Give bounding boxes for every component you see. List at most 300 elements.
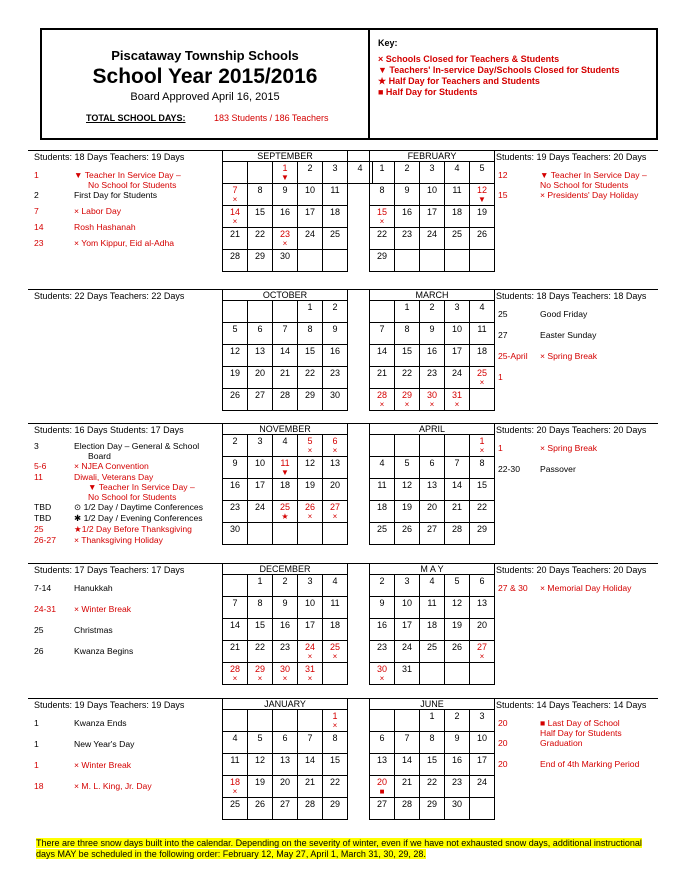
header-box <box>40 28 658 140</box>
day-number: 25 <box>426 642 437 652</box>
day-number: 4 <box>454 163 460 173</box>
day-number: 7 <box>232 598 238 608</box>
day-number: 26 <box>254 799 265 809</box>
event-description: × Winter Break <box>74 604 132 614</box>
calendar-day <box>470 301 495 323</box>
calendar-day <box>223 457 248 479</box>
day-number: 6 <box>429 458 435 468</box>
event-description: × Memorial Day Holiday <box>540 583 632 593</box>
day-number: 16 <box>229 480 240 490</box>
calendar-day <box>323 798 348 820</box>
calendar-day <box>470 457 495 479</box>
day-number: 10 <box>476 733 487 743</box>
calendar-day <box>323 345 348 367</box>
calendar-day <box>370 732 395 754</box>
day-number: 25 <box>376 524 387 534</box>
calendar-day <box>323 435 348 457</box>
event-description: × NJEA Convention <box>74 461 149 471</box>
district-name: Piscataway Township Schools <box>111 48 299 63</box>
calendar-day <box>223 575 248 597</box>
day-number: 4 <box>479 302 485 312</box>
calendar-day <box>420 663 445 685</box>
day-number: 28 <box>451 524 462 534</box>
day-number: 2 <box>379 576 385 586</box>
calendar-day <box>370 389 395 411</box>
day-number: 29 <box>376 251 387 261</box>
calendar-day <box>323 228 348 250</box>
calendar-day <box>323 710 348 732</box>
day-number: 14 <box>304 755 315 765</box>
day-number: 13 <box>254 346 265 356</box>
day-number: 17 <box>401 620 412 630</box>
day-number: 16 <box>426 346 437 356</box>
calendar-day <box>420 619 445 641</box>
day-number: 23 <box>229 502 240 512</box>
day-number: 22 <box>329 777 340 787</box>
day-number: 28 <box>229 664 240 674</box>
calendar-day <box>323 250 348 272</box>
day-number: 3 <box>479 711 485 721</box>
day-number: 9 <box>379 598 385 608</box>
calendar-day <box>223 228 248 250</box>
day-number: 8 <box>479 458 485 468</box>
day-number: 14 <box>279 346 290 356</box>
day-marker-icon: × <box>307 446 313 455</box>
calendar-day <box>248 367 273 389</box>
day-number: 13 <box>279 755 290 765</box>
key-item-half-day-students: ■ Half Day for Students <box>378 87 478 97</box>
calendar-day <box>395 162 420 184</box>
day-number: 29 <box>401 390 412 400</box>
day-marker-icon: ■ <box>379 787 385 796</box>
day-number: 20 <box>279 777 290 787</box>
event-description: Election Day – General & School <box>74 441 200 451</box>
event-description: No School for Students <box>88 492 177 502</box>
day-number: 23 <box>279 642 290 652</box>
day-number: 5 <box>404 458 410 468</box>
calendar-day <box>445 206 470 228</box>
day-number: 11 <box>452 185 462 195</box>
calendar-day <box>223 501 248 523</box>
calendar-day <box>298 367 323 389</box>
calendar-day <box>323 641 348 663</box>
event-description: No School for Students <box>88 180 177 190</box>
day-marker-icon: ★ <box>281 512 289 521</box>
calendar-day <box>420 301 445 323</box>
calendar-day <box>445 301 470 323</box>
calendar-day <box>370 184 395 206</box>
calendar-day <box>323 776 348 798</box>
day-number: 1 <box>332 711 338 721</box>
calendar-day <box>273 250 298 272</box>
calendar-day <box>395 501 420 523</box>
approval-date: Board Approved April 16, 2015 <box>130 91 280 103</box>
calendar-day <box>223 367 248 389</box>
day-number: 30 <box>279 664 290 674</box>
total-days-label: TOTAL SCHOOL DAYS: <box>86 113 186 123</box>
calendar-day <box>298 457 323 479</box>
event-date: 26 <box>34 646 44 656</box>
calendar-day <box>273 754 298 776</box>
calendar-day <box>298 323 323 345</box>
day-number: 2 <box>282 576 288 586</box>
month-row <box>28 423 658 563</box>
left-day-count: Students: 17 Days Teachers: 17 Days <box>34 565 185 575</box>
day-number: 25 <box>329 642 340 652</box>
day-number: 26 <box>304 502 315 512</box>
event-description: Passover <box>540 464 576 474</box>
day-number: 15 <box>254 207 265 217</box>
event-date: 27 & 30 <box>498 583 528 593</box>
calendar-day <box>470 523 495 545</box>
day-marker-icon: × <box>332 512 338 521</box>
event-date: 2 <box>34 190 39 200</box>
calendar-day <box>273 345 298 367</box>
day-marker-icon: × <box>479 378 485 387</box>
day-number: 23 <box>426 368 437 378</box>
day-number: 25 <box>476 368 487 378</box>
month-name: OCTOBER <box>223 290 348 301</box>
calendar-day <box>395 250 420 272</box>
day-number: 24 <box>304 229 315 239</box>
day-number: 1 <box>379 163 385 173</box>
day-number: 16 <box>329 346 340 356</box>
day-number: 5 <box>454 576 460 586</box>
calendar-day <box>273 228 298 250</box>
total-days-value: 183 Students / 186 Teachers <box>214 113 329 123</box>
day-marker-icon: ▼ <box>281 173 289 182</box>
day-number: 26 <box>451 642 462 652</box>
month-calendar <box>222 289 348 411</box>
calendar-day <box>445 776 470 798</box>
calendar-day <box>323 457 348 479</box>
day-number: 3 <box>332 163 338 173</box>
calendar-day <box>273 435 298 457</box>
day-number: 8 <box>257 598 263 608</box>
calendar-day <box>445 479 470 501</box>
day-number: 7 <box>307 733 313 743</box>
calendar-day <box>223 597 248 619</box>
day-marker-icon: × <box>232 787 238 796</box>
calendar-day <box>273 206 298 228</box>
day-number: 28 <box>376 390 387 400</box>
key-label: Key: <box>378 38 398 48</box>
calendar-day <box>420 435 445 457</box>
calendar-day <box>223 710 248 732</box>
calendar-day <box>470 798 495 820</box>
month-row <box>28 150 658 289</box>
calendar-day <box>420 345 445 367</box>
day-number: 25 <box>279 502 290 512</box>
day-number: 27 <box>426 524 437 534</box>
day-number: 28 <box>279 390 290 400</box>
left-day-count: Students: 16 Days Students: 17 Days <box>34 425 184 435</box>
event-description: Board <box>88 451 111 461</box>
event-date: 7-14 <box>34 583 52 593</box>
calendar-day <box>273 323 298 345</box>
month-calendar <box>369 423 495 545</box>
calendar-day <box>470 206 495 228</box>
day-number: 23 <box>376 642 387 652</box>
month-name: FEBRUARY <box>370 151 495 162</box>
right-day-count: Students: 14 Days Teachers: 14 Days <box>496 700 647 710</box>
day-number: 23 <box>451 777 462 787</box>
day-number: 6 <box>379 733 385 743</box>
event-description: Diwali, Veterans Day <box>74 472 154 482</box>
calendar-day <box>298 597 323 619</box>
calendar-day <box>420 323 445 345</box>
day-number: 11 <box>330 598 340 608</box>
day-number: 3 <box>429 163 435 173</box>
calendar-day <box>395 457 420 479</box>
calendar-day <box>223 345 248 367</box>
day-number: 7 <box>379 324 385 334</box>
day-marker-icon: × <box>404 400 410 409</box>
day-number: 5 <box>232 324 238 334</box>
calendar-day <box>298 732 323 754</box>
page-title: School Year 2015/2016 <box>92 65 318 88</box>
day-number: 9 <box>332 324 338 334</box>
calendar-day <box>445 162 470 184</box>
day-number: 29 <box>329 799 340 809</box>
day-number: 27 <box>376 799 387 809</box>
calendar-day <box>395 776 420 798</box>
calendar-day <box>273 641 298 663</box>
day-marker-icon: × <box>332 721 338 730</box>
month-name: JANUARY <box>223 699 348 710</box>
day-number: 9 <box>282 185 288 195</box>
day-number: 24 <box>304 642 315 652</box>
calendar-day <box>323 323 348 345</box>
day-marker-icon: × <box>257 674 263 683</box>
calendar-day <box>395 619 420 641</box>
event-date: 18 <box>34 781 44 791</box>
calendar-day <box>223 732 248 754</box>
calendar-day <box>298 301 323 323</box>
day-number: 8 <box>429 733 435 743</box>
calendar-day <box>445 435 470 457</box>
day-number: 15 <box>304 346 315 356</box>
calendar-day <box>370 523 395 545</box>
calendar-day <box>470 367 495 389</box>
day-number: 1 <box>282 163 288 173</box>
event-description: × Spring Break <box>540 443 598 453</box>
month-calendar <box>369 698 495 820</box>
calendar-day <box>370 501 395 523</box>
calendar-day <box>420 798 445 820</box>
event-date: 1 <box>34 739 39 749</box>
day-number: 20 <box>329 480 340 490</box>
calendar-day <box>445 184 470 206</box>
calendar-day <box>445 710 470 732</box>
calendar-day <box>248 501 273 523</box>
event-date: 20 <box>498 738 508 748</box>
calendar-day <box>273 710 298 732</box>
month-name: APRIL <box>370 424 495 435</box>
calendar-day <box>445 619 470 641</box>
calendar-day <box>223 206 248 228</box>
calendar-day <box>420 710 445 732</box>
calendar-day <box>395 228 420 250</box>
day-number: 19 <box>476 207 487 217</box>
calendar-day <box>248 523 273 545</box>
calendar-day <box>420 732 445 754</box>
calendar-day <box>223 389 248 411</box>
day-number: 19 <box>304 480 315 490</box>
calendar-day <box>273 367 298 389</box>
day-number: 18 <box>329 207 340 217</box>
calendar-day <box>323 184 348 206</box>
calendar-day <box>445 345 470 367</box>
calendar-day <box>248 575 273 597</box>
calendar-day <box>420 206 445 228</box>
event-description: Christmas <box>74 625 113 635</box>
day-number: 20 <box>476 620 487 630</box>
calendar-day <box>223 619 248 641</box>
day-number: 3 <box>404 576 410 586</box>
calendar-day <box>323 389 348 411</box>
day-number: 21 <box>229 642 240 652</box>
calendar-day <box>395 641 420 663</box>
calendar-day <box>298 435 323 457</box>
day-number: 8 <box>257 185 263 195</box>
left-day-count: Students: 18 Days Teachers: 19 Days <box>34 152 185 162</box>
calendar-day <box>370 575 395 597</box>
day-number: 25 <box>329 229 340 239</box>
day-number: 14 <box>451 480 462 490</box>
calendar-day <box>323 501 348 523</box>
day-number: 17 <box>304 620 315 630</box>
calendar-day <box>248 228 273 250</box>
day-number: 4 <box>379 458 385 468</box>
day-number: 29 <box>254 664 265 674</box>
calendar-day <box>298 345 323 367</box>
month-calendar <box>222 563 348 685</box>
day-number: 26 <box>229 390 240 400</box>
calendar-day <box>248 597 273 619</box>
day-number: 18 <box>451 207 462 217</box>
calendar-day <box>273 597 298 619</box>
calendar-day <box>420 776 445 798</box>
event-description: × Labor Day <box>74 206 122 216</box>
event-date: 20 <box>498 759 508 769</box>
day-number: 25 <box>229 799 240 809</box>
calendar-day <box>248 479 273 501</box>
day-number: 19 <box>451 620 462 630</box>
day-number: 4 <box>332 576 338 586</box>
day-number: 16 <box>279 207 290 217</box>
day-number: 28 <box>304 799 315 809</box>
calendar-day <box>323 523 348 545</box>
day-number: 28 <box>229 251 240 261</box>
legend-key <box>378 38 619 98</box>
calendar-day <box>470 345 495 367</box>
day-number: 15 <box>329 755 340 765</box>
calendar-day <box>323 367 348 389</box>
event-description: Good Friday <box>540 309 588 319</box>
day-number: 14 <box>401 755 412 765</box>
calendar-day <box>420 389 445 411</box>
calendar-day <box>445 250 470 272</box>
event-description: ■ Last Day of School <box>540 718 620 728</box>
calendar-day <box>223 323 248 345</box>
event-date: 1 <box>34 760 39 770</box>
calendar-day <box>223 250 248 272</box>
day-number: 15 <box>401 346 412 356</box>
calendar-day <box>323 732 348 754</box>
month-calendar <box>222 423 348 545</box>
calendar-day <box>273 501 298 523</box>
calendar-day <box>273 162 298 184</box>
calendar-day <box>470 619 495 641</box>
calendar-day <box>420 228 445 250</box>
day-number: 28 <box>401 799 412 809</box>
day-number: 15 <box>476 480 487 490</box>
event-date: 1 <box>498 443 503 453</box>
calendar-day <box>470 184 495 206</box>
day-number: 27 <box>279 799 290 809</box>
day-number: 11 <box>427 598 437 608</box>
event-date: TBD <box>34 513 52 523</box>
calendar-day <box>370 641 395 663</box>
day-number: 8 <box>404 324 410 334</box>
day-number: 29 <box>304 390 315 400</box>
calendar-day <box>223 184 248 206</box>
calendar-day <box>298 710 323 732</box>
day-number: 18 <box>229 777 240 787</box>
event-date: 22-30 <box>498 464 520 474</box>
day-number: 16 <box>451 755 462 765</box>
day-marker-icon: × <box>379 400 385 409</box>
calendar-day <box>470 597 495 619</box>
calendar-day <box>395 798 420 820</box>
calendar-day <box>445 367 470 389</box>
calendar-day <box>445 457 470 479</box>
day-number: 4 <box>429 576 435 586</box>
calendar-day <box>395 710 420 732</box>
calendar-day <box>420 641 445 663</box>
calendar-day <box>470 323 495 345</box>
event-date: 25 <box>34 524 44 534</box>
day-number: 17 <box>426 207 437 217</box>
day-number: 9 <box>282 598 288 608</box>
day-number: 18 <box>426 620 437 630</box>
day-number: 27 <box>476 642 487 652</box>
month-calendar <box>369 563 495 685</box>
day-number: 29 <box>254 251 265 261</box>
event-date: 23 <box>34 238 44 248</box>
day-number: 18 <box>329 620 340 630</box>
day-number: 2 <box>454 711 460 721</box>
month-row <box>28 563 658 698</box>
day-number: 22 <box>476 502 487 512</box>
day-number: 1 <box>307 302 313 312</box>
day-number: 11 <box>230 755 240 765</box>
day-number: 4 <box>232 733 238 743</box>
event-date: 1 <box>34 718 39 728</box>
day-number: 4 <box>357 163 363 173</box>
day-number: 7 <box>404 733 410 743</box>
day-number: 4 <box>282 436 288 446</box>
day-marker-icon: × <box>232 217 238 226</box>
calendar-day <box>273 732 298 754</box>
calendar-day <box>370 597 395 619</box>
right-day-count: Students: 19 Days Teachers: 20 Days <box>496 152 647 162</box>
day-number: 7 <box>232 185 238 195</box>
day-number: 10 <box>254 458 265 468</box>
calendar-day <box>370 345 395 367</box>
month-calendar <box>369 150 495 272</box>
